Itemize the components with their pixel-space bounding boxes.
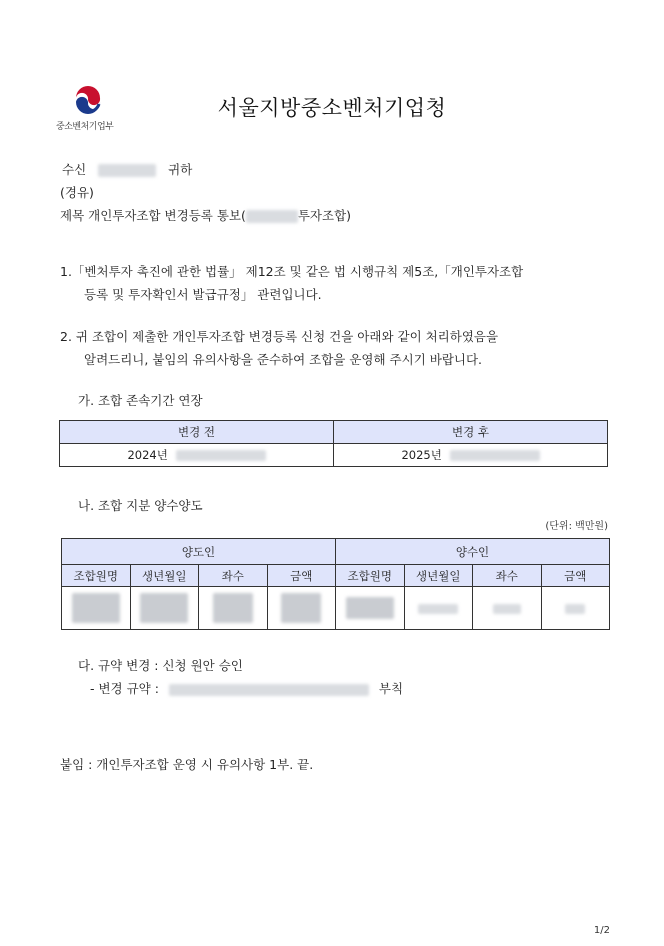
page-number: 1/2	[593, 925, 610, 936]
redacted-bylaw-name	[169, 684, 369, 696]
col-header: 금액	[267, 565, 336, 587]
redacted-cell	[541, 587, 610, 630]
col-header: 좌수	[199, 565, 268, 587]
redacted-cell	[336, 587, 405, 630]
before-value: 2024년	[127, 448, 168, 462]
document-title: 서울지방중소벤처기업청	[217, 96, 447, 120]
col-header: 좌수	[473, 565, 542, 587]
redacted-cell	[199, 587, 268, 630]
redacted-fund-name	[246, 210, 298, 223]
col-header: 생년월일	[404, 565, 473, 587]
section-a-title: 가. 조합 존속기간 연장	[78, 393, 203, 408]
redacted-cell	[130, 587, 199, 630]
subject-line	[60, 206, 351, 224]
attachment-line: 붙임 : 개인투자조합 운영 시 유의사항 1부. 끝.	[60, 757, 314, 772]
section-c-sub-suffix: 부칙	[378, 681, 404, 696]
recipient-suffix: 귀하	[168, 162, 193, 177]
subject-prefix: 제목 개인투자조합 변경등록 통보(	[60, 208, 246, 223]
col-header: 조합원명	[62, 565, 131, 587]
header-before: 변경 전	[60, 421, 334, 444]
section-c-sub-label: - 변경 규약 :	[90, 681, 159, 696]
section-b-title: 나. 조합 지분 양수양도	[78, 498, 203, 513]
para2-line1: 2. 귀 조합이 제출한 개인투자조합 변경등록 신청 건을 아래와 같이 처리하였음을	[60, 329, 499, 344]
table-row	[62, 587, 610, 630]
section-c-sub	[90, 679, 403, 697]
redacted-cell	[62, 587, 131, 630]
para1-line1: 1.「벤처투자 촉진에 관한 법률」 제12조 및 같은 법 시행규칙 제5조,「개인투자조합	[60, 264, 524, 279]
redacted-cell	[404, 587, 473, 630]
transfer-table	[61, 538, 610, 630]
col-header: 금액	[541, 565, 610, 587]
via-line: (경유)	[60, 185, 94, 200]
unit-label: (단위: 백만원)	[545, 521, 608, 532]
para2-line2: 알려드리니, 붙임의 유의사항을 준수하여 조합을 운영해 주시기 바랍니다.	[84, 352, 483, 367]
redacted-cell	[473, 587, 542, 630]
after-cell	[334, 444, 608, 467]
extension-table	[59, 420, 608, 467]
recipient-line	[62, 160, 192, 178]
para1-line2: 등록 및 투자확인서 발급규정」 관련입니다.	[84, 287, 322, 302]
redacted-before-date	[176, 450, 266, 461]
before-cell	[60, 444, 334, 467]
col-header: 조합원명	[336, 565, 405, 587]
redacted-after-date	[450, 450, 540, 461]
section-c-title: 다. 규약 변경 : 신청 원안 승인	[78, 658, 243, 673]
redacted-recipient	[98, 164, 156, 177]
org-logo-text: 중소벤처기업부	[56, 122, 114, 132]
subject-suffix: 투자조합)	[297, 208, 352, 223]
group-header-transferor: 양도인	[62, 539, 336, 565]
header-after: 변경 후	[334, 421, 608, 444]
recipient-label: 수신	[62, 162, 87, 177]
redacted-cell	[267, 587, 336, 630]
col-header: 생년월일	[130, 565, 199, 587]
group-header-transferee: 양수인	[336, 539, 610, 565]
after-value: 2025년	[401, 448, 442, 462]
